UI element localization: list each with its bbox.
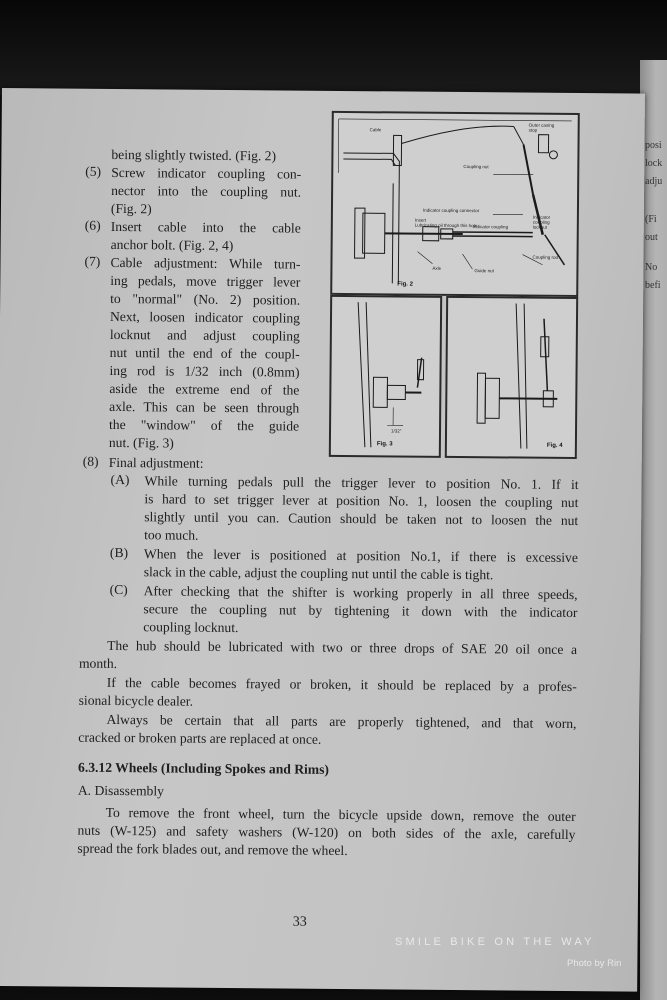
step-8b-line: slack in the cable, adjust the coupling nut until the cable is tight.	[143, 564, 494, 583]
step-7-line: aside the extreme end of the	[109, 380, 300, 398]
watermark-text: SMILE BIKE ON THE WAY	[395, 936, 595, 948]
fig2-callout-coupling-nut: Coupling nut	[463, 164, 489, 170]
figure-4-drawing	[447, 298, 576, 457]
step-8a-line: is hard to set trigger lever at position No. 1, loosen the coupling nut	[144, 491, 579, 511]
step-7-number: (7)	[84, 253, 101, 269]
step-7-line: ing rod is 1/32 inch (0.8mm)	[109, 362, 300, 380]
fig2-callout-connector: Indicator coupling connector	[422, 207, 480, 214]
step-6-line: Insert cable into the cable	[110, 218, 301, 236]
section-heading: 6.3.12 Wheels (Including Spokes and Rims)	[78, 759, 330, 777]
fig2-callout-axle: Axle	[432, 265, 442, 271]
fig2-callout-outer-casing-stop: Outer casing stop	[528, 122, 555, 133]
cable-paragraph-line: sional bicycle dealer.	[78, 692, 194, 709]
always-paragraph-line: Always be certain that all parts are properly tightened, and that worn,	[106, 711, 577, 732]
photo-credit: Photo by Rin	[567, 958, 622, 969]
step-7-line: Next, loosen indicator coupling	[109, 308, 301, 326]
hub-paragraph-line: month.	[78, 655, 118, 672]
step-5-line: (Fig. 2)	[110, 200, 152, 217]
right-page-fragment: No	[645, 262, 658, 273]
step-8-number: (8)	[82, 453, 99, 469]
hub-paragraph-line: The hub should be lubricated with two or three drops of SAE 20 oil once a	[107, 637, 578, 658]
fig2-callout-insert: Insert Lubricating oil through this hole	[414, 217, 478, 229]
fig2-callout-cable: Cable	[369, 127, 382, 133]
right-page-fragment: out	[645, 232, 658, 243]
step-8a-line: too much.	[144, 527, 199, 543]
step-8b-line: When the lever is positioned at position No.1, if there is excessive	[143, 546, 578, 566]
step-7-line: Cable adjustment: While turn-	[110, 254, 301, 272]
step-7-line: the "window" of the guide	[109, 416, 300, 434]
step-5-number: (5)	[85, 163, 102, 179]
step-8a-line: slightly until you can. Caution should be taken not to loosen the nut	[144, 509, 579, 529]
step-8a-label: (A)	[110, 471, 130, 488]
section-subheading: A. Disassembly	[77, 782, 165, 799]
figure-3-drawing	[331, 297, 440, 456]
background-dark	[0, 0, 667, 95]
step-5-line: nector into the coupling nut.	[111, 182, 302, 200]
fig4-label: Fig. 4	[546, 442, 563, 449]
step-8c-line: coupling locknut.	[143, 619, 239, 636]
page-number: 33	[292, 914, 307, 930]
step-6-number: (6)	[84, 217, 101, 233]
step-8b-label: (B)	[109, 544, 129, 561]
step-5-line: Screw indicator coupling con-	[111, 164, 302, 182]
step-8-title: Final adjustment:	[108, 454, 204, 471]
section-body-line: spread the fork blades out, and remove the wheel.	[77, 840, 348, 859]
step-7-line: nut until the end of the coupl-	[109, 344, 300, 362]
right-page-fragment: (Fi	[645, 214, 657, 225]
step-8c-line: secure the coupling nut by tightening it down with the indicator	[143, 601, 578, 621]
book-page	[0, 88, 645, 992]
fig2-callout-guide-nut: Guide nut	[474, 268, 494, 274]
step-8a-line: While turning pedals pull the trigger lever to position No. 1. If it	[144, 473, 579, 493]
step-7-line: locknut and adjust coupling	[109, 326, 300, 344]
right-page-fragment: lock	[645, 158, 663, 169]
fig2-callout-coupling-rod: Coupling rod	[532, 254, 559, 260]
section-body-line: To remove the front wheel, turn the bicycle upside down, remove the outer	[105, 804, 576, 825]
step-7-line: to "normal" (No. 2) position.	[110, 290, 301, 308]
right-page-fragment: befi	[645, 280, 661, 291]
fig3-label: Fig. 3	[376, 441, 393, 448]
step-7-line: ing pedals, move trigger lever	[110, 272, 301, 290]
always-paragraph-line: cracked or broken parts are replaced at once.	[78, 729, 322, 747]
figure-4	[445, 296, 578, 459]
figure-2-drawing	[332, 113, 578, 295]
step-7-line: nut. (Fig. 3)	[108, 434, 174, 451]
fig2-label: Fig. 2	[397, 281, 413, 288]
step-6-line: anchor bolt. (Fig. 2, 4)	[110, 236, 234, 254]
fig2-callout-indicator-coupling: Indicator coupling	[472, 224, 509, 230]
figure-3	[329, 295, 442, 458]
right-page-fragment: adju	[645, 176, 663, 187]
right-page-fragment: posi	[645, 140, 662, 151]
step-4-continuation: being slightly twisted. (Fig. 2)	[111, 146, 277, 164]
step-8c-line: After checking that the shifter is working properly in all three speeds,	[143, 583, 578, 603]
section-body-line: nuts (W-125) and safety washers (W-120) on both sides of the axle, carefully	[77, 822, 576, 843]
step-8c-label: (C)	[109, 581, 128, 598]
fig2-callout-locknut: Indicator coupling locknut	[532, 214, 551, 230]
adjacent-page	[640, 60, 667, 1000]
cable-paragraph-line: If the cable becomes frayed or broken, it should be replaced by a profes-	[106, 674, 577, 695]
figure-2	[330, 111, 580, 297]
step-7-line: axle. This can be seen through	[109, 398, 300, 416]
fig3-dimension: 1/32"	[391, 428, 402, 434]
